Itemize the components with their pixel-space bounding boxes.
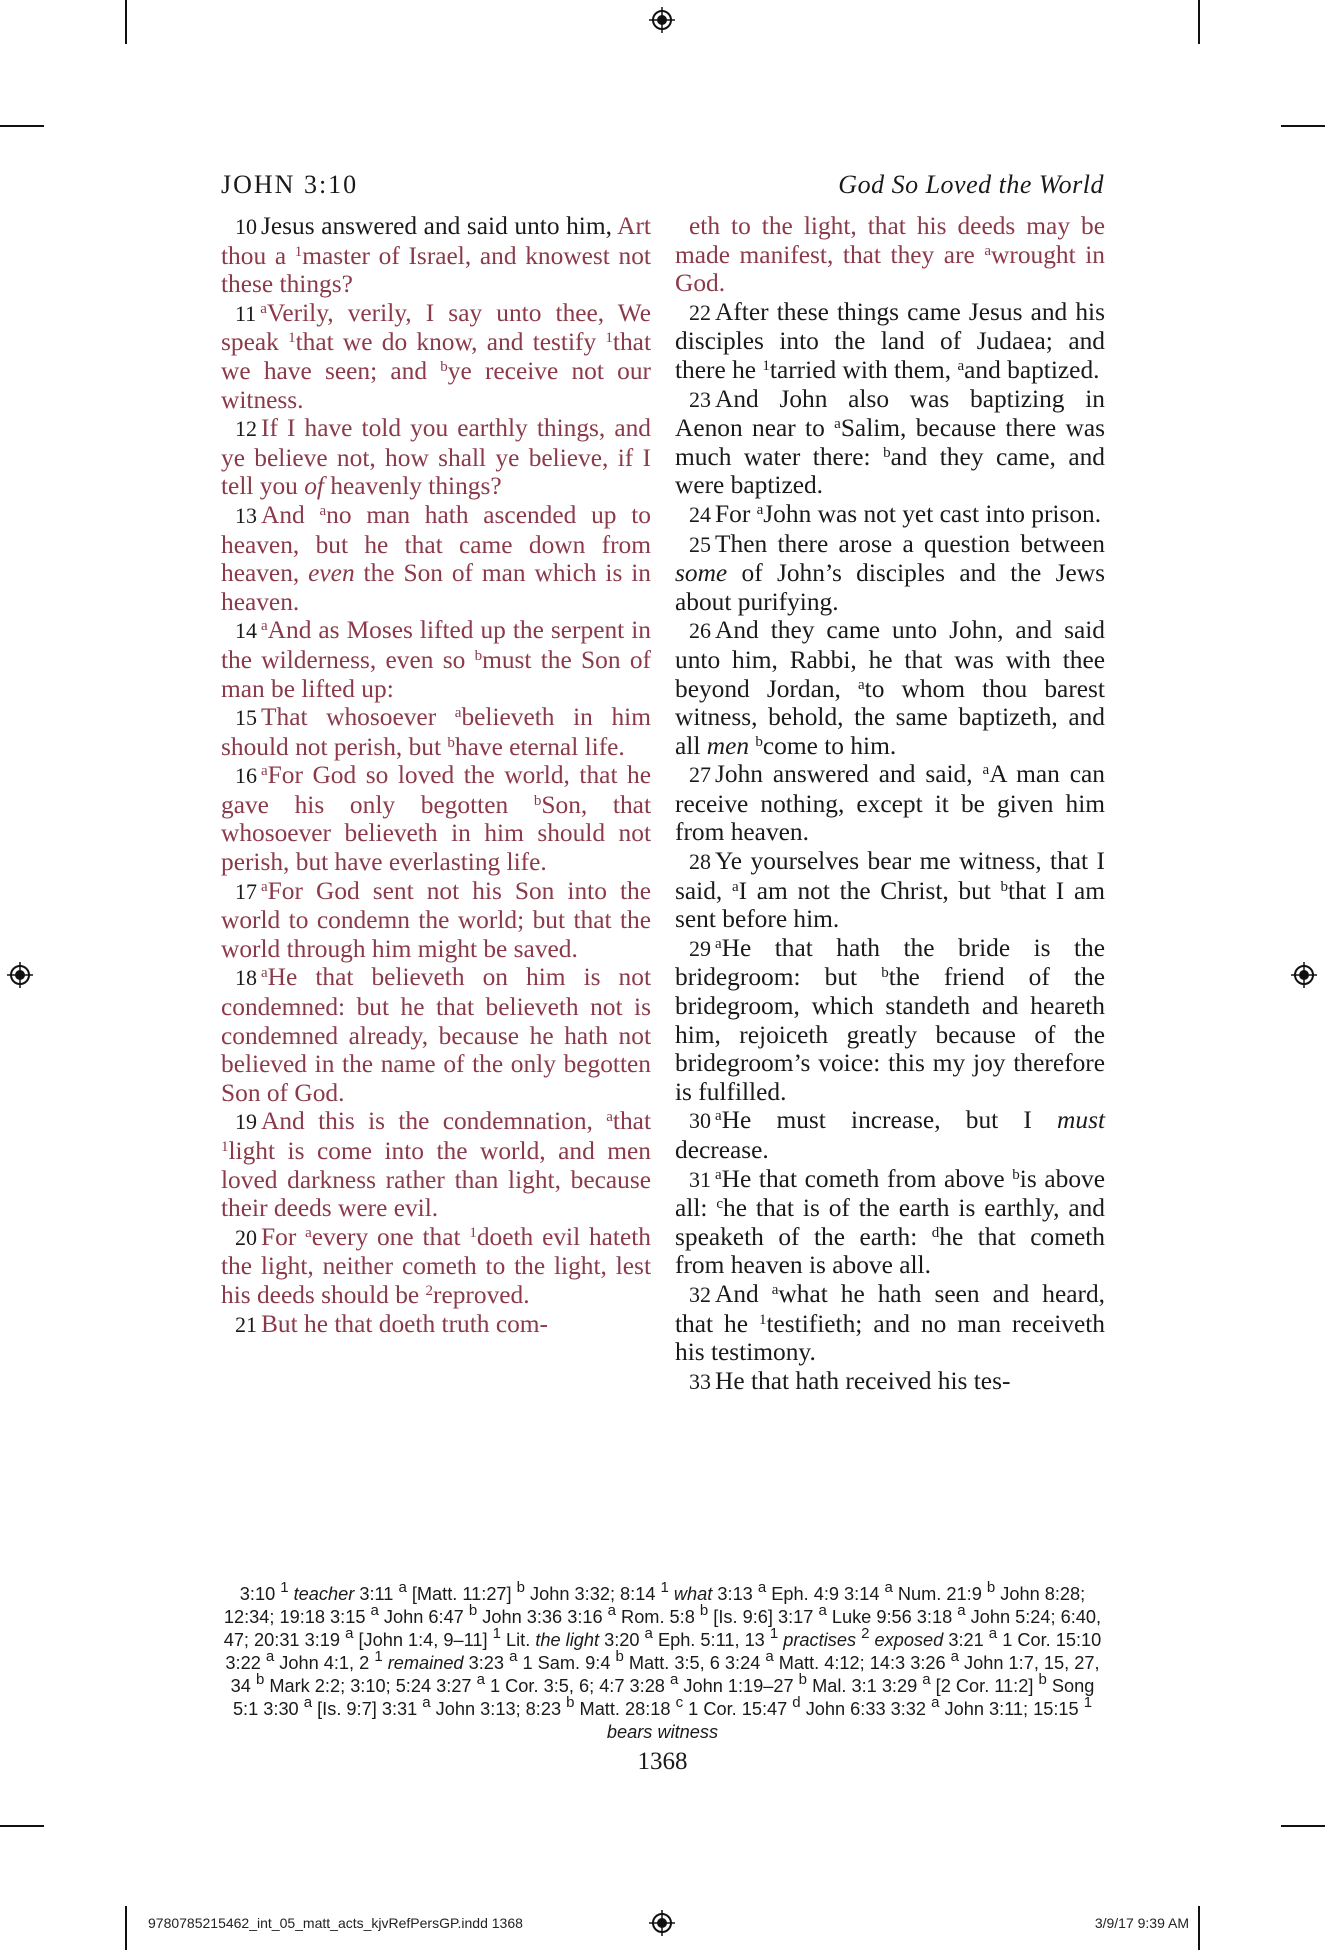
reference-marker: a <box>261 763 268 780</box>
verse-text: that we have seen; and <box>221 328 651 385</box>
italic-text: of <box>304 472 324 501</box>
reference-marker: 1 <box>469 1224 477 1241</box>
verse <box>675 1280 1105 1367</box>
note-marker: b <box>615 1648 624 1665</box>
reference-marker: a <box>834 416 841 433</box>
verse-text: But he that doeth truth com- <box>261 1309 548 1338</box>
right-text-column <box>675 212 1105 1396</box>
verse-number: 20 <box>235 1224 257 1250</box>
reference-marker: b <box>1000 878 1009 895</box>
note-reference: [Is. 9:6] 3:17 <box>708 1607 819 1627</box>
verse-text: wrought in God. <box>675 240 1105 298</box>
verse <box>221 877 651 964</box>
note-marker: b <box>516 1579 525 1596</box>
note-reference: 3:20 <box>599 1630 645 1650</box>
note-marker: b <box>255 1671 265 1688</box>
note-marker: a <box>370 1602 379 1619</box>
note-reference: 1 Cor. 15:47 <box>683 1699 793 1719</box>
verse <box>675 847 1105 934</box>
reference-marker: b <box>440 358 448 375</box>
note-marker: a <box>884 1579 893 1596</box>
verse-text: He that cometh from above <box>721 1164 1013 1193</box>
registration-mark-icon <box>649 7 675 33</box>
verse-number: 16 <box>235 763 257 789</box>
note-gloss: the light <box>535 1630 600 1650</box>
note-reference: John 1:7, 15, 27, 34 <box>230 1653 1100 1696</box>
crop-mark <box>125 0 127 44</box>
verse-text: And John also was baptizing in Aenon near to <box>675 384 1105 443</box>
verse-text: doeth evil hateth the light, neither cometh to the light, lest his deeds should be <box>221 1222 651 1309</box>
verse-text: decrease. <box>675 1136 769 1164</box>
verse-text: After these things came Jesus and his disciples into the land of Judaea; and there he <box>675 297 1105 384</box>
verse <box>221 299 651 414</box>
verse-number: 19 <box>235 1109 257 1135</box>
registration-mark-icon <box>649 1910 675 1936</box>
verse-number: 22 <box>689 299 711 325</box>
note-reference: John 3:13; 8:23 <box>430 1699 567 1719</box>
reference-marker: a <box>606 1109 613 1126</box>
note-marker: a <box>931 1694 940 1711</box>
verse-text: ye receive not our witness. <box>221 356 651 414</box>
note-reference: 3:23 <box>463 1653 510 1673</box>
note-marker: b <box>986 1579 996 1596</box>
verse-text: that we do know, and testify <box>295 328 606 357</box>
note-marker: a <box>398 1579 407 1596</box>
reference-marker: a <box>756 501 764 518</box>
note-marker: b <box>468 1602 478 1619</box>
verse-text: that I am sent before him. <box>675 876 1105 934</box>
crop-mark <box>1281 125 1325 127</box>
verse-text: that <box>612 1107 651 1136</box>
verse-text: of John’s disciples and the Jews about purifying. <box>675 559 1105 616</box>
verse-text: the friend of the bridegroom, which standeth and heareth him, rejoiceth greatly because of the bridegroom’s voice: this my joy therefore is fulfilled. <box>675 963 1105 1106</box>
reference-marker: b <box>883 444 891 461</box>
note-reference: 3:13 <box>712 1584 758 1604</box>
verse <box>221 703 651 761</box>
reference-marker: a <box>715 1166 722 1183</box>
note-reference: [John 1:4, 9–11] <box>353 1630 493 1650</box>
verse-text: And this is the condemnation, <box>261 1107 607 1136</box>
verse-text: He that hath the bride is the bridegroom: but <box>675 933 1105 992</box>
note-marker: 1 <box>280 1579 289 1596</box>
verse-text: If I have told you earthly things, and ye believe not, how shall ye believe, if I tell you <box>221 414 651 501</box>
verse <box>675 934 1105 1107</box>
crop-mark <box>1198 0 1200 44</box>
reference-marker: 1 <box>294 243 303 260</box>
verse <box>221 616 651 703</box>
verse-text: John answered and said, <box>715 760 983 789</box>
verse-number: 12 <box>235 416 257 442</box>
verse <box>675 385 1105 500</box>
reference-marker: b <box>533 792 542 809</box>
verse <box>675 616 1105 760</box>
verse-text: Jesus answered and said unto him, <box>261 212 618 240</box>
reference-marker: a <box>984 242 992 259</box>
reference-marker: c <box>716 1196 724 1213</box>
verse-number: 17 <box>235 878 257 904</box>
note-reference: John 6:47 <box>378 1607 469 1627</box>
verse-text: tarried with them, <box>769 355 958 384</box>
verse-number: 23 <box>689 386 711 412</box>
verse-text: And <box>715 1279 772 1308</box>
verse-number: 31 <box>689 1166 711 1192</box>
note-reference: John 1:19–27 <box>678 1676 799 1696</box>
note-gloss: exposed <box>869 1630 944 1650</box>
reference-marker: 1 <box>758 1311 767 1328</box>
verse-number: 29 <box>689 935 711 961</box>
note-marker: c <box>675 1694 684 1711</box>
verse <box>221 963 651 1107</box>
verse-number: 32 <box>689 1281 711 1307</box>
verse <box>675 298 1105 385</box>
note-reference: John 3:32; 8:14 <box>525 1584 661 1604</box>
verse-text: is above all: <box>675 1164 1105 1223</box>
note-marker: 1 <box>769 1625 779 1642</box>
verse-text: That whosoever <box>261 703 455 732</box>
reference-marker: a <box>261 965 268 982</box>
note-reference: 1 Cor. 15:10 3:22 <box>225 1630 1102 1673</box>
verse-text: Ye yourselves bear me witness, that I said, <box>675 847 1105 905</box>
verse <box>675 1165 1105 1280</box>
verse-number: 15 <box>235 705 257 731</box>
verse-text: A man can receive nothing, except it be given him from heaven. <box>675 760 1105 847</box>
verse-text: and baptized. <box>964 355 1100 384</box>
verse-text: testifieth; and no man receiveth his testimony. <box>675 1309 1106 1367</box>
note-reference: John 4:1, 2 <box>274 1653 375 1673</box>
note-marker: 1 <box>492 1625 501 1642</box>
slug-date-info: 3/9/17 9:39 AM <box>1094 1915 1189 1931</box>
note-reference: Mal. 3:1 3:29 <box>807 1676 923 1696</box>
reference-marker: 2 <box>425 1282 434 1299</box>
note-reference: Lit. <box>500 1630 536 1650</box>
note-gloss: what <box>668 1584 713 1604</box>
verse-text: Salim, because there was much water there: <box>675 414 1105 471</box>
verse-text: he that cometh from heaven is above all. <box>675 1222 1105 1280</box>
verse-text: And as Moses lifted up the serpent in the wilderness, even so <box>221 616 651 674</box>
verse <box>221 761 651 876</box>
verse <box>221 1107 651 1222</box>
italic-text: must <box>1057 1106 1105 1135</box>
verse-number: 27 <box>689 762 711 788</box>
verse-text: John was not yet cast into prison. <box>763 499 1102 528</box>
verse <box>221 1223 651 1310</box>
verse-text: Verily, verily, I say unto thee, We speak <box>221 298 651 357</box>
note-marker: d <box>792 1694 801 1711</box>
reference-marker: b <box>447 734 455 751</box>
verse-number: 24 <box>689 501 711 527</box>
note-reference: 3:21 <box>943 1630 989 1650</box>
note-reference: 3:11 <box>354 1584 399 1604</box>
reference-marker: a <box>731 878 739 895</box>
note-reference: John 8:28; 12:34; 19:18 3:15 <box>223 1584 1086 1627</box>
verse-text: what he hath seen and heard, that he <box>675 1279 1105 1338</box>
note-gloss: practises <box>778 1630 857 1650</box>
note-marker: a <box>345 1625 354 1642</box>
verse-text: he that is of the earth is earthly, and speaketh of the earth: <box>675 1194 1106 1251</box>
running-head-right: God So Loved the World <box>838 170 1104 199</box>
italic-text: men <box>706 731 750 760</box>
note-marker: b <box>566 1694 575 1711</box>
verse-text: master of Israel, and knowest not these things? <box>221 241 651 299</box>
note-gloss: remained <box>382 1653 464 1673</box>
reference-marker: 1 <box>221 1139 229 1155</box>
note-reference: 3:10 <box>239 1584 281 1604</box>
reference-marker: 1 <box>288 330 296 347</box>
note-reference: Mark 2:2; 3:10; 5:24 3:27 <box>264 1676 477 1696</box>
reference-marker: 1 <box>605 330 613 347</box>
note-gloss: teacher <box>288 1584 355 1604</box>
verse-number: 10 <box>235 214 257 239</box>
verse-text: And <box>261 500 320 529</box>
note-reference: Matt. 3:5, 6 3:24 <box>623 1653 766 1673</box>
note-gloss: bears witness <box>606 1722 719 1742</box>
verse-number: 33 <box>689 1368 711 1394</box>
note-marker: 1 <box>1083 1694 1093 1711</box>
italic-text: some <box>675 559 728 588</box>
note-marker: a <box>644 1625 653 1642</box>
slug-file-info: 9780785215462_int_05_matt_acts_kjvRefPersGP.indd 1368 <box>148 1915 523 1931</box>
note-marker: a <box>950 1648 959 1665</box>
verse-text: Then there arose a question between <box>715 529 1105 558</box>
reference-marker: a <box>858 676 865 693</box>
note-reference: John 3:36 3:16 <box>477 1607 608 1627</box>
page-number: 1368 <box>637 1748 688 1775</box>
note-marker: 1 <box>374 1648 383 1665</box>
verse <box>675 760 1105 847</box>
crop-mark <box>125 1906 127 1950</box>
reference-marker: a <box>261 618 268 635</box>
note-marker: 2 <box>861 1625 870 1642</box>
verse-text: For <box>261 1222 306 1251</box>
reference-marker: b <box>1012 1166 1020 1183</box>
reference-marker: d <box>931 1224 940 1241</box>
note-reference: John 6:33 3:32 <box>800 1699 932 1719</box>
note-reference: Matt. 4:12; 14:3 3:26 <box>773 1653 951 1673</box>
verse-text: to whom thou barest witness, behold, the same baptizeth, and all <box>675 674 1105 760</box>
note-marker: a <box>669 1671 679 1688</box>
note-marker: a <box>818 1602 827 1619</box>
reference-marker: a <box>319 502 327 519</box>
note-marker: b <box>798 1671 808 1688</box>
note-marker: a <box>422 1694 431 1711</box>
reference-marker: a <box>715 935 722 952</box>
note-marker: a <box>757 1579 767 1596</box>
verse-number: 13 <box>235 502 257 528</box>
verse-number: 25 <box>689 531 711 557</box>
verse-text: reproved. <box>433 1280 530 1309</box>
crop-mark <box>0 125 44 127</box>
verse <box>675 530 1105 617</box>
crop-mark <box>0 1825 44 1827</box>
verse-text: the Son of man which is in heaven. <box>221 559 651 616</box>
verse-text: and they came, and were baptized. <box>675 442 1105 500</box>
reference-marker: a <box>305 1224 312 1241</box>
verse <box>221 1310 651 1340</box>
verse <box>675 1367 1105 1397</box>
cross-reference-notes <box>221 1579 1104 1744</box>
crop-mark <box>1198 1906 1200 1950</box>
note-marker: a <box>765 1648 774 1665</box>
running-head-left: JOHN 3:10 <box>221 170 359 199</box>
note-reference: [2 Cor. 11:2] <box>930 1676 1039 1696</box>
reference-marker: a <box>957 357 965 374</box>
verse-text: I am not the Christ, but <box>738 876 1001 905</box>
verse-text: eth to the light, that his deeds may be made manifest, that they are <box>675 212 1105 269</box>
verse-text: have eternal life. <box>454 732 625 761</box>
verse <box>221 414 651 501</box>
registration-mark-icon <box>1291 962 1317 988</box>
note-marker: a <box>988 1625 998 1642</box>
note-reference: Luke 9:56 3:18 <box>826 1607 958 1627</box>
note-marker: a <box>957 1602 966 1619</box>
verse-text: believeth in him should not perish, but <box>221 703 651 761</box>
note-marker: a <box>265 1648 275 1665</box>
verse-text: light is come into the world, and men loved darkness rather than light, because their deeds were evil. <box>221 1137 651 1223</box>
verse-number: 21 <box>235 1311 257 1337</box>
reference-marker: b <box>755 733 763 750</box>
verse-number: 26 <box>689 618 711 644</box>
verse <box>675 500 1105 530</box>
verse-text: no man hath ascended up to heaven, but he that came down from heaven, <box>221 500 651 588</box>
verse-text: must the Son of man be lifted up: <box>221 645 651 703</box>
verse-text: For <box>715 499 757 528</box>
verse-text: He that believeth on him is not condemned: but he that believeth not is condemned already, because he hath not believed in the name of the only begotten Son of God. <box>221 963 651 1107</box>
italic-text: even <box>308 559 355 588</box>
note-reference: Song 5:1 3:30 <box>232 1676 1095 1719</box>
reference-marker: a <box>454 705 462 722</box>
verse-number: 18 <box>235 965 257 991</box>
verse-text: heavenly things? <box>323 472 502 501</box>
reference-marker: a <box>982 762 990 779</box>
left-text-column <box>221 212 651 1339</box>
registration-mark-icon <box>7 962 33 988</box>
note-marker: 1 <box>660 1579 669 1596</box>
note-marker: a <box>922 1671 931 1688</box>
verse-text: come to him. <box>762 731 897 760</box>
note-reference: Eph. 4:9 3:14 <box>766 1584 885 1604</box>
crop-mark <box>1281 1825 1325 1827</box>
verse <box>221 501 651 616</box>
reference-marker: a <box>260 300 267 317</box>
note-reference: Rom. 5:8 <box>616 1607 700 1627</box>
verse <box>221 212 651 299</box>
note-marker: a <box>509 1648 518 1665</box>
note-reference: Num. 21:9 <box>892 1584 987 1604</box>
reference-marker: b <box>881 965 889 982</box>
note-marker: a <box>303 1694 313 1711</box>
verse-number: 11 <box>235 300 257 326</box>
reference-marker: a <box>261 878 268 895</box>
reference-marker: b <box>474 647 483 664</box>
note-reference: [Is. 9:7] 3:31 <box>312 1699 423 1719</box>
note-reference: Matt. 28:18 <box>574 1699 676 1719</box>
note-reference: [Matt. 11:27] <box>406 1584 517 1604</box>
note-marker: a <box>607 1602 616 1619</box>
note-reference: 1 Cor. 3:5, 6; 4:7 3:28 <box>484 1676 670 1696</box>
note-marker: b <box>699 1602 709 1619</box>
reference-marker: 1 <box>762 357 770 374</box>
verse-text: every one that <box>311 1222 470 1251</box>
note-reference: Eph. 5:11, 13 <box>652 1630 770 1650</box>
note-marker: b <box>1038 1671 1047 1688</box>
verse <box>675 1106 1105 1164</box>
verse-text: For God so loved the world, that he gave his only begotten <box>221 761 651 819</box>
verse-text: Son, that whosoever believeth in him should not perish, but have everlasting life. <box>221 790 651 877</box>
verse-number: 14 <box>235 618 257 644</box>
note-marker: a <box>476 1671 485 1688</box>
verse <box>675 212 1105 298</box>
verse-text: He that hath received his tes- <box>715 1366 1011 1395</box>
note-reference: 1 Sam. 9:4 <box>517 1653 616 1673</box>
verse-number: 30 <box>689 1108 711 1134</box>
verse-text: And they came unto John, and said unto him, Rabbi, he that was with thee beyond Jordan, <box>675 616 1105 703</box>
note-reference: John 5:24; 6:40, 47; 20:31 3:19 <box>223 1607 1102 1650</box>
verse-number: 28 <box>689 849 711 875</box>
verse-text: For God sent not his Son into the world to condemn the world; but that the world through him might be saved. <box>221 876 651 963</box>
verse-text: He must increase, but I <box>721 1106 1058 1135</box>
reference-marker: a <box>715 1108 722 1125</box>
reference-marker: a <box>771 1281 779 1298</box>
note-reference: John 3:11; 15:15 <box>939 1699 1084 1719</box>
verse-text: Art thou a <box>221 212 651 270</box>
